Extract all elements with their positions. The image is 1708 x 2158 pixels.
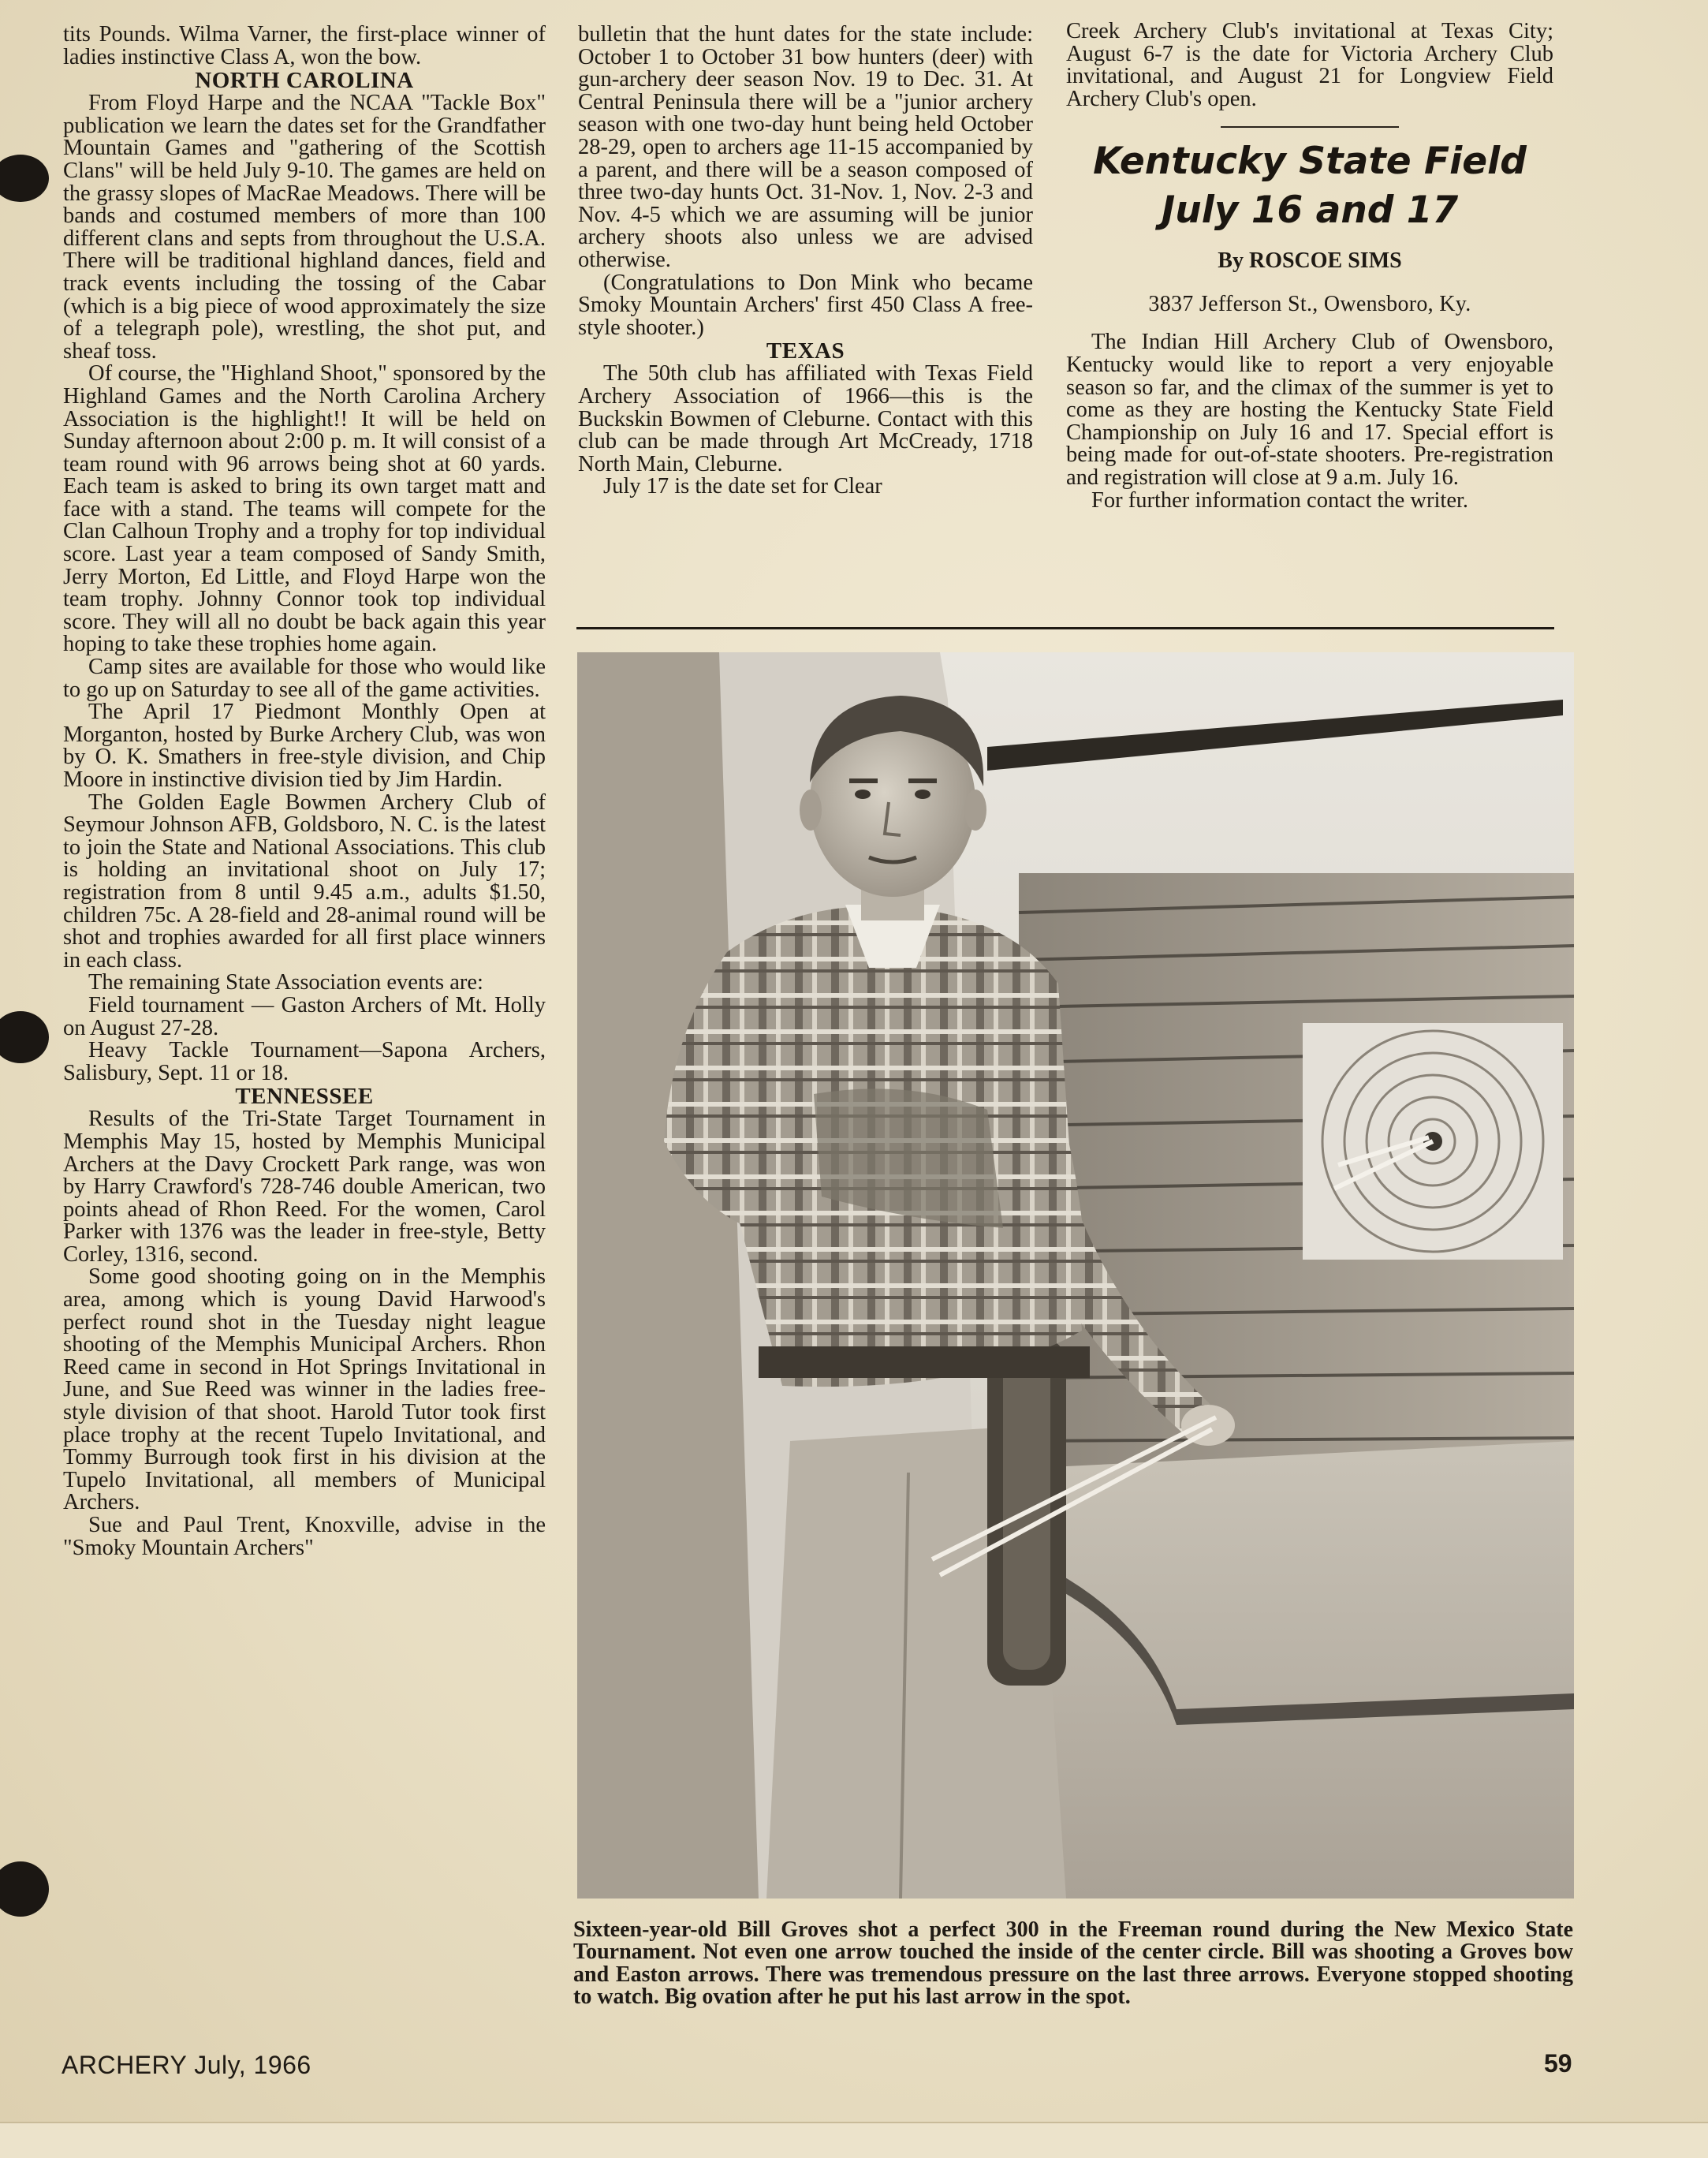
punch-hole-bottom [0,1861,49,1917]
photo-archer-with-target [577,652,1574,1899]
divider-rule [576,627,1554,629]
punch-hole-middle [0,1011,49,1063]
divider [1221,126,1399,128]
paragraph: Of course, the "Highland Shoot," sponsored by the Highland Games and the North Carolina Archery Association is the highlight!! It will be held on Sunday afternoon about 2:00 p. m. It will consist of a team round with 96 arrows being shot at 60 yards. Each team is asked to bring its own target matt and face with a stand. The teams will compete for the Clan Calhoun Trophy and a trophy for top individual score. Last year a team composed of Sandy Smith, Jerry Morton, Ed Little, and Floyd Harpe won the team trophy. Johnny Connor took top individual score. They will all no doubt be back again this year hoping to take these trophies home again. [63,361,546,657]
paragraph: From Floyd Harpe and the NCAA "Tackle Box" publication we learn the dates set for the Grandfather Mountain Games and "gathering of the Scottish Clans" will be held July 9-10. The games are held on the grassy slopes of MacRae Meadows. There will be bands and costumed members of more than 100 different clans and septs from throughout the U.S.A. There will be traditional highland dances, field and track events including the tossing of the Cabar (which is a big piece of wood approximately the size of a telegraph pole), wrestling, the shot put, and sheaf toss. [63,91,546,364]
paragraph: Creek Archery Club's invitational at Texas City; August 6-7 is the date for Victoria Archery Club invitational, and August 21 for Longview Field Archery Club's open. [1066,19,1553,111]
byline: By ROSCOE SIMS [1218,248,1402,274]
paragraph: bulletin that the hunt dates for the state include: October 1 to October 31 bow hunters (deer) with gun-archery deer season Nov. 19 to Dec. 31. At Central Peninsula there will be a "junior archery season with one two-day hunt being held October 28-29, open to archers age 11-15 accompanied by a parent, and there will be a season composed of three two-day hunts Oct. 31-Nov. 1, Nov. 2-3 and Nov. 4-5 which we are assuming will be junior archery shoots also unless we are advised otherwise. [578,22,1033,272]
author-address: 3837 Jefferson St., Owensboro, Ky. [1148,292,1471,317]
section-heading-texas: TEXAS [766,338,845,364]
column-right [1066,21,1553,512]
paragraph: tits Pounds. Wilma Varner, the first-place winner of ladies instinctive Class A, won the bow. [63,22,546,69]
paragraph: July 17 is the date set for Clear [603,474,882,499]
section-heading-tennessee: TENNESSEE [235,1084,374,1110]
column-left [63,24,546,1559]
article-headline-line-2: July 16 and 17 [1161,189,1459,233]
paragraph: Heavy Tackle Tournament—Sapona Archers, Salisbury, Sept. 11 or 18. [63,1038,546,1085]
paragraph: For further information contact the writer. [1091,487,1469,513]
paragraph: The April 17 Piedmont Monthly Open at Morganton, hosted by Burke Archery Club, was won by O. K. Smathers in free-style division, and Chip Moore in instinctive division tied by Jim Hardin. [63,700,546,792]
punch-hole-top [0,155,49,202]
paragraph: The Golden Eagle Bowmen Archery Club of Seymour Johnson AFB, Goldsboro, N. C. is the latest to join the State and National Associations. This club is holding an invitational shoot on July 17; registration from 8 until 9.45 a.m., adults $1.50, children 75c. A 28-field and 28-animal round will be shot and trophies awarded for all first place winners in each class. [63,790,546,973]
page-number: 59 [1544,2049,1572,2078]
footer-publication: ARCHERY July, 1966 [62,2051,311,2079]
paragraph: (Congratulations to Don Mink who became Smoky Mountain Archers' first 450 Class A free-style shooter.) [578,270,1033,340]
paragraph: Sue and Paul Trent, Knoxville, advise in the "Smoky Mountain Archers" [63,1513,546,1560]
paragraph: The 50th club has affiliated with Texas Field Archery Association of 1966—this is the Buckskin Bowmen of Cleburne. Contact with this club can be made through Art McCready, 1718 North Main, Cleburne. [578,361,1033,476]
section-heading-north-carolina: NORTH CAROLINA [195,68,414,94]
paragraph: The Indian Hill Archery Club of Owensboro, Kentucky would like to report a very enjoyable season so far, and the climax of the summer is yet to come as they are hosting the Kentucky State Field Championship on July 16 and 17. Special effort is being made for out-of-state shooters. Pre-registration and registration will close at 9 a.m. July 16. [1066,330,1553,490]
bottom-edge-strip [0,2122,1708,2158]
paragraph: Some good shooting going on in the Memphis area, among which is young David Harwood's perfect round shot in the Tuesday night league shooting of the Memphis Municipal Archers. Rhon Reed came in second in Hot Springs Invitational in June, and Sue Reed was winner in the ladies free-style division of that shoot. Harold Tutor took first place trophy at the recent Tupelo Invitational, and Tommy Burrough took first in his division at the Tupelo Invitational, all members of Municipal Archers. [63,1264,546,1515]
paragraph: Camp sites are available for those who would like to go up on Saturday to see all of the game activities. [63,655,546,702]
paragraph: The remaining State Association events are: [88,970,483,995]
photo-caption: Sixteen-year-old Bill Groves shot a perfect 300 in the Freeman round during the New Mexico State Tournament. Not even one arrow touched the inside of the center circle. Bill was shooting a Groves bow and Easton arrows. There was tremendous pressure on the last three arrows. Everyone stopped shooting to watch. Big ovation after he put his last arrow in the spot. [573,1917,1573,2010]
paragraph: Field tournament — Gaston Archers of Mt. Holly on August 27-28. [63,992,546,1040]
article-headline-line-1: Kentucky State Field [1093,140,1527,184]
paragraph: Results of the Tri-State Target Tournament in Memphis May 15, hosted by Memphis Municipal Archers at the Davy Crockett Park range, was won by Harry Crawford's 728-746 double American, two points ahead of Rhon Reed. For the women, Carol Parker with 1376 was the leader in free-style, Betty Corley, 1316, second. [63,1107,546,1267]
column-middle [578,24,1033,498]
